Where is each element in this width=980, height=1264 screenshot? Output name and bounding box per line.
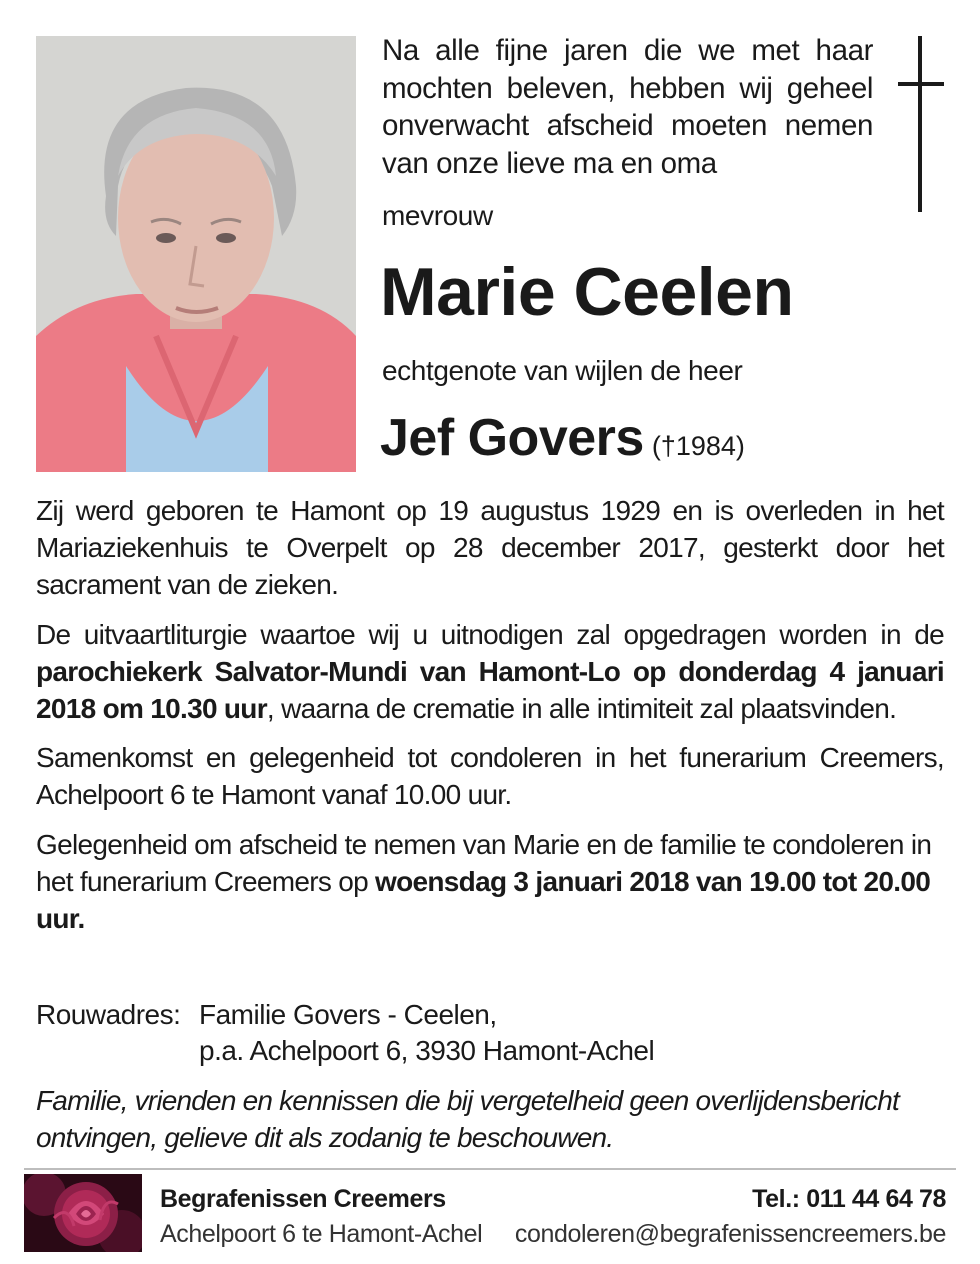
deceased-title: mevrouw — [382, 200, 493, 231]
portrait-photo — [36, 36, 356, 472]
company-phone: Tel.: 011 44 64 78 — [752, 1185, 946, 1213]
mourning-address-line1: Familie Govers - Ceelen, — [199, 999, 497, 1030]
spouse-relation: echtgenote van wijlen de heer — [382, 355, 743, 386]
farewell-paragraph — [36, 826, 944, 938]
portrait-illustration — [36, 36, 356, 472]
gathering-paragraph: Samenkomst en gelegenheid tot condoleren in het funerarium Creemers, Achelpoort 6 te Hamont vanaf 10.00 uur. — [36, 742, 944, 811]
spouse-block — [380, 405, 745, 484]
funeral-text-end: , waarna de crematie in alle intimiteit zal plaatsvinden. — [266, 693, 897, 725]
mourning-address-line2: p.a. Achelpoort 6, 3930 Hamont-Achel — [199, 1035, 655, 1066]
notice-note: Familie, vrienden en kennissen die bij vergetelheid geen overlijdensbericht ontvingen, gelieve dit als zodanig te beschouwen. — [36, 1085, 899, 1153]
mourning-address-label: Rouwadres: — [36, 999, 181, 1030]
cross-icon-bar — [898, 82, 944, 86]
rose-illustration — [24, 1174, 142, 1252]
farewell-text: Gelegenheid om afscheid te nemen van Marie en de familie te condoleren in het funerarium Creemers op — [36, 828, 932, 897]
funeral-paragraph — [36, 616, 944, 728]
rose-image — [24, 1174, 142, 1252]
funeral-text: De uitvaartliturgie waartoe wij u uitnodigen zal opgedragen worden in de — [36, 618, 944, 650]
footer-divider — [24, 1168, 956, 1170]
funeral-details: parochiekerk Salvator-Mundi van Hamont-Lo op donderdag 4 januari 2018 om 10.30 uur — [36, 655, 944, 725]
company-address: Achelpoort 6 te Hamont-Achel — [160, 1220, 483, 1248]
announcement-body — [36, 492, 944, 949]
spouse-death-year: (†1984) — [651, 431, 745, 461]
cross-icon — [918, 36, 922, 212]
farewell-details: woensdag 3 januari 2018 van 19.00 tot 20.00 uur. — [36, 865, 931, 935]
birth-paragraph: Zij werd geboren te Hamont op 19 augustus 1929 en is overleden in het Mariaziekenhuis te Overpelt op 28 december 2017, gesterkt door het sacrament van de zieken. — [36, 495, 944, 601]
company-name: Begrafenissen Creemers — [160, 1185, 446, 1213]
spouse-name: Jef Govers — [380, 409, 644, 467]
deceased-name: Marie Ceelen — [380, 254, 794, 330]
company-email[interactable]: condoleren@begrafenissencreemers.be — [514, 1220, 946, 1248]
intro-text: Na alle fijne jaren die we met haar mochten beleven, hebben wij geheel onverwacht afscheid moeten nemen van onze lieve ma en oma — [382, 34, 873, 180]
